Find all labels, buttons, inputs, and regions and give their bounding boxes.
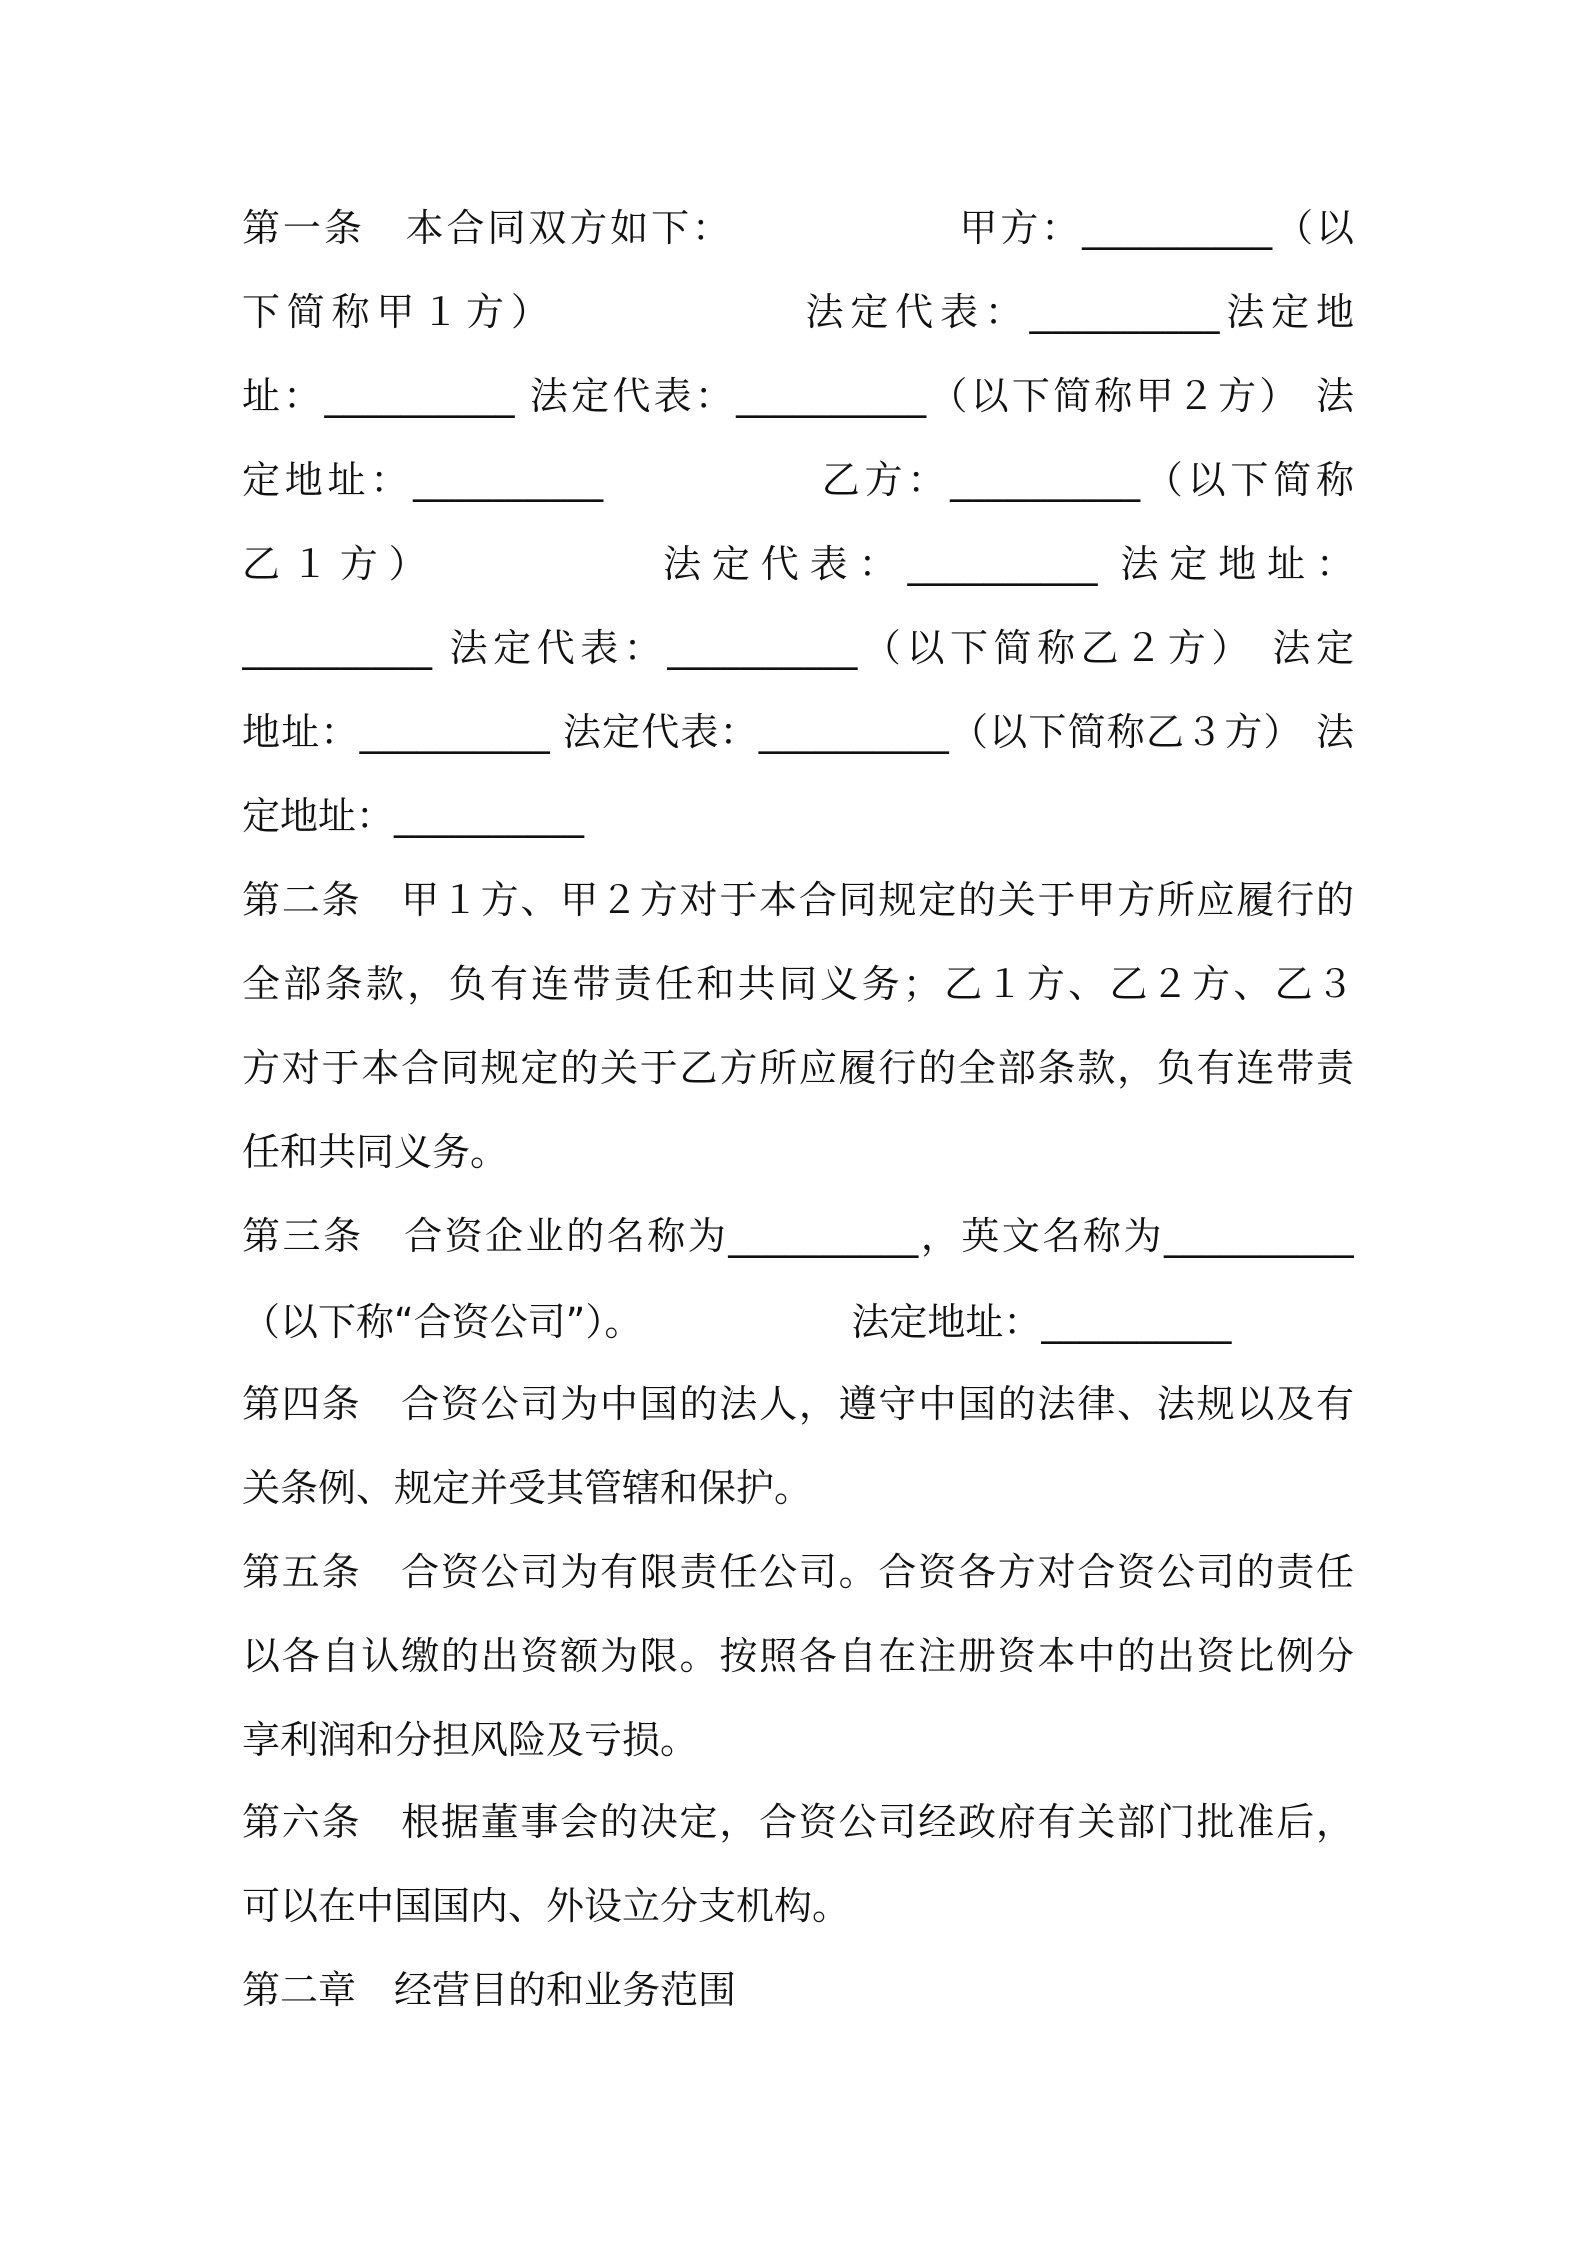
text-line-8: 定地址：__________ (242, 794, 585, 838)
text-line-19: 享利润和分担风险及亏损。 (242, 1718, 699, 1762)
text-line-14: （以下称“合资公司”）。 法定地址：__________ (242, 1300, 1232, 1344)
text-line-4: 定地址：__________ 乙方：__________（以下简称 (242, 458, 1354, 502)
text-line-9: 第二条 甲１方、甲２方对于本合同规定的关于甲方所应履行的 (242, 878, 1354, 922)
text-line-18: 以各自认缴的出资额为限。按照各自在注册资本中的出资比例分 (242, 1634, 1354, 1678)
text-line-21: 可以在中国国内、外设立分支机构。 (242, 1884, 851, 1928)
text-line-11: 方对于本合同规定的关于乙方所应履行的全部条款，负有连带责 (242, 1046, 1354, 1090)
text-line-15: 第四条 合资公司为中国的法人，遵守中国的法律、法规以及有 (242, 1382, 1354, 1426)
text-line-20: 第六条 根据董事会的决定，合资公司经政府有关部门批准后， (242, 1800, 1354, 1844)
text-line-16: 关条例、规定并受其管辖和保护。 (242, 1466, 813, 1510)
text-line-7: 地址：__________ 法定代表：__________（以下简称乙３方） 法 (242, 710, 1354, 754)
text-line-12: 任和共同义务。 (242, 1130, 509, 1174)
text-line-17: 第五条 合资公司为有限责任公司。合资各方对合资公司的责任 (242, 1550, 1354, 1594)
text-line-2: 下简称甲１方） 法定代表：__________法定地 (242, 290, 1354, 334)
text-line-6: __________ 法定代表：__________（以下简称乙２方） 法定 (242, 626, 1354, 670)
text-line-13: 第三条 合资企业的名称为__________，英文名称为__________ (242, 1214, 1354, 1258)
text-line-1: 第一条 本合同双方如下： 甲方：__________（以 (242, 206, 1354, 250)
text-line-3: 址：__________ 法定代表：__________（以下简称甲２方） 法 (242, 374, 1354, 418)
text-line-5: 乙１方） 法定代表：__________ 法定地址： (242, 542, 1354, 586)
text-line-10: 全部条款，负有连带责任和共同义务；乙１方、乙２方、乙３ (242, 962, 1354, 1006)
chapter-heading: 第二章 经营目的和业务范围 (242, 1968, 737, 2012)
